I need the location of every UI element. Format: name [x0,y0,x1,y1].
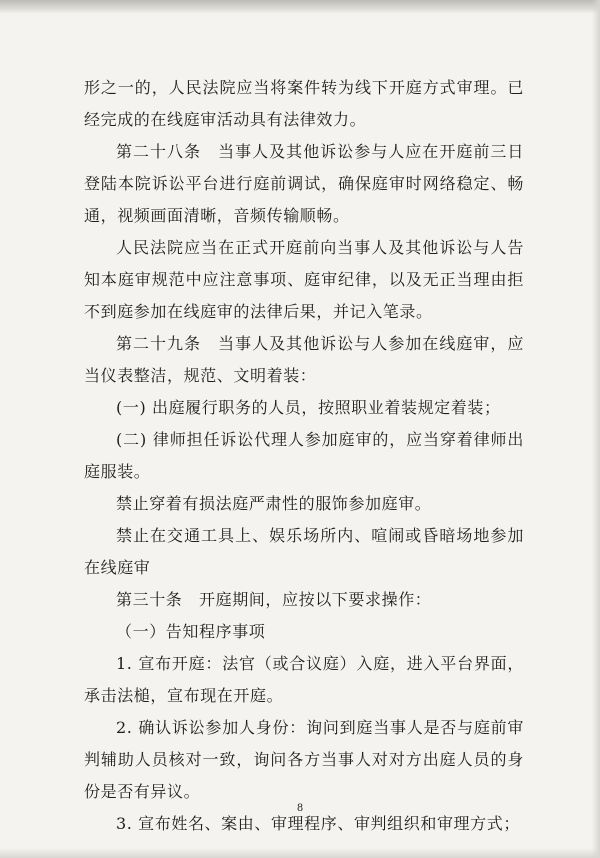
document-body [84,72,524,840]
article-30-section-1: （一）告知程序事项 [116,622,266,641]
page-number: 8 [296,803,304,814]
article-29-item-2: (二) 律师担任诉讼代理人参加庭审的，应当穿着律师出庭服装。 [84,430,524,481]
article-30: 第三十条 开庭期间，应按以下要求操作： [116,590,432,609]
prohibition-attire: 禁止穿着有损法庭严肃性的服饰参加庭审。 [116,494,432,513]
article-30-step-2: 2. 确认诉讼参加人身份：询问到庭当事人是否与庭前审判辅助人员核对一致，询问各方当事人对对方出庭人员的身份是否有异议。 [84,718,524,801]
paragraph-continuation: 形之一的，人民法院应当将案件转为线下开庭方式审理。已经完成的在线庭审活动具有法律效力。 [84,78,524,129]
article-30-step-1: 1. 宣布开庭：法官（或合议庭）入庭，进入平台界面，承击法槌，宣布现在开庭。 [84,654,524,705]
article-29: 第二十九条 当事人及其他诉讼与人参加在线庭审，应当仪表整洁，规范、文明着装： [84,334,524,385]
prohibition-venue: 禁止在交通工具上、娱乐场所内、喧闹或昏暗场地参加在线庭审 [84,526,524,577]
article-28-notice: 人民法院应当在正式开庭前向当事人及其他诉讼与人告知本庭审规范中应注意事项、庭审纪律，以及无正当理由拒不到庭参加在线庭审的法律后果，并记入笔录。 [84,238,524,321]
article-29-item-1: (一) 出庭履行职务的人员，按照职业着装规定着装； [116,398,501,417]
scan-top-edge [0,0,600,14]
article-28: 第二十八条 当事人及其他诉讼参与人应在开庭前三日登陆本院诉讼平台进行庭前调试，确保庭审时网络稳定、畅通，视频画面清晰，音频传输顺畅。 [84,142,524,225]
scan-right-edge [592,0,600,858]
article-30-step-3: 3. 宣布姓名、案由、审理程序、审判组织和审理方式； [116,814,520,833]
scan-bottom-edge [0,848,600,858]
